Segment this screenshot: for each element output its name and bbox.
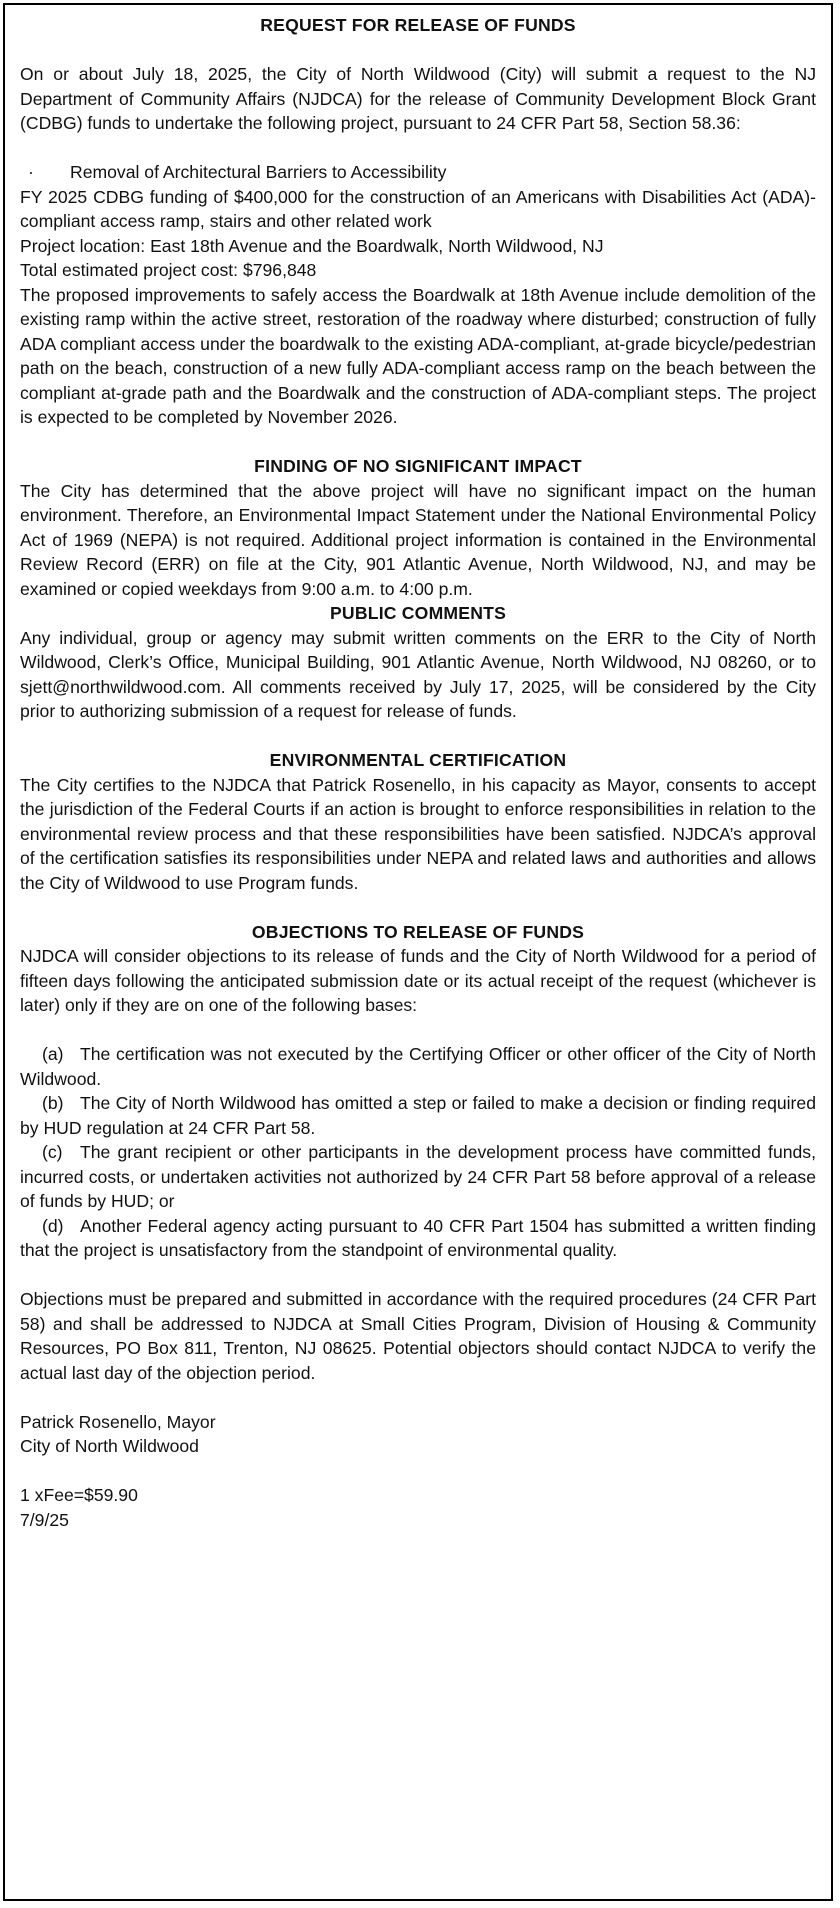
project-location: Project location: East 18th Avenue and the Boardwalk, North Wildwood, NJ [20,235,604,256]
objection-item [20,1091,816,1140]
objection-text: The certification was not executed by the Certifying Officer or other officer of the City of North Wildwood. [20,1044,816,1089]
objection-tag: (d) [42,1215,64,1236]
project-funding: FY 2025 CDBG funding of $400,000 for the construction of an Americans with Disabilities Act (ADA)-compliant access ramp, stairs and other related work [20,186,816,231]
certification-heading: ENVIRONMENTAL CERTIFICATION [269,750,567,770]
objections-heading: OBJECTIONS TO RELEASE OF FUNDS [251,921,585,942]
objection-tag: (a) [42,1044,64,1064]
objection-text: The City of North Wildwood has omitted a step or failed to make a decision or finding required by HUD regulation at 24 CFR Part 58. [20,1093,816,1138]
objection-text: The grant recipient or other participants in the development process have committed funds, incurred costs, or undertaken activities not authorized by 24 CFR Part 58 before approval of a release of funds by HUD; or [20,1142,816,1211]
objection-item [20,1214,816,1263]
project-name [20,160,816,185]
project-description: The proposed improvements to safely access the Boardwalk at 18th Avenue include demolition of the existing ramp within the active street, restoration of the roadway where disturbed; construction of fully ADA compliant access under the boardwalk to the existing ADA-compliant, at-grade bicycle/pedestrian path on the beach, construction of a new fully ADA-compliant access ramp on the beach between the compliant at-grade path and the Boardwalk and the construction of ADA-compliant steps. The project is expected to be completed by November 2026. [20,284,816,427]
project-cost: Total estimated project cost: $796,848 [20,260,317,280]
objection-tag: (b) [42,1093,64,1113]
fonsi-body: The City has determined that the above project will have no significant impact on the human environment. Therefore, an Environmental Impact Statement under the National Environmental Policy Act of 1969 (NEPA) is not required. Additional project information is contained in the Environmental Review Record (ERR) on file at the City, 901 Atlantic Avenue, North Wildwood, NJ, and may be examined or copied weekdays from 9:00 a.m. to 4:00 p.m. [20,480,816,599]
signature-org: City of North Wildwood [20,1436,199,1456]
notice-date: 7/9/25 [20,1509,69,1530]
public-comments-body: Any individual, group or agency may submit written comments on the ERR to the City of North Wildwood, Clerk’s Office, Municipal Building, 901 Atlantic Avenue, North Wildwood, NJ 08260, or to sjett@northwildwood.com. All comments received by July 17, 2025, will be considered by the City prior to authorizing submission of a request for release of funds. [20,627,816,721]
legal-notice [3,3,833,1901]
objection-item [20,1140,816,1214]
fonsi-heading: FINDING OF NO SIGNIFICANT IMPACT [254,456,582,476]
public-comments-heading: PUBLIC COMMENTS [330,603,506,623]
intro-paragraph: On or about July 18, 2025, the City of North Wildwood (City) will submit a request to the NJ Department of Community Affairs (NJDCA) for the release of Community Development Block Grant (CDBG) funds to undertake the following project, pursuant to 24 CFR Part 58, Section 58.36: [20,64,816,133]
fee-line: 1 xFee=$59.90 [20,1485,138,1505]
signature-name: Patrick Rosenello, Mayor [20,1411,216,1432]
objection-item [20,1042,816,1091]
notice-title: REQUEST FOR RELEASE OF FUNDS [260,15,576,35]
objection-text: Another Federal agency acting pursuant to 40 CFR Part 1504 has submitted a written finding that the project is unsatisfactory from the standpoint of environmental quality. [20,1215,816,1260]
project-name-text: Removal of Architectural Barriers to Accessibility [70,162,447,182]
bullet-icon: · [28,162,34,182]
objection-tag: (c) [42,1142,63,1162]
certification-body: The City certifies to the NJDCA that Patrick Rosenello, in his capacity as Mayor, consents to accept the jurisdiction of the Federal Courts if an action is brought to enforce responsibilities in relation to the environmental review process and that these responsibilities have been satisfied. NJDCA’s approval of the certification satisfies its responsibilities under NEPA and related laws and authorities and allows the City of Wildwood to use Program funds. [20,774,816,893]
objections-closing: Objections must be prepared and submitted in accordance with the required procedures (24 CFR Part 58) and shall be addressed to NJDCA at Small Cities Program, Division of Housing & Community Resources, PO Box 811, Trenton, NJ 08625. Potential objectors should contact NJDCA to verify the actual last day of the objection period. [20,1289,816,1383]
objections-body: NJDCA will consider objections to its release of funds and the City of North Wildwood for a period of fifteen days following the anticipated submission date or its actual receipt of the request (whichever is later) only if they are on one of the following bases: [20,946,816,1015]
